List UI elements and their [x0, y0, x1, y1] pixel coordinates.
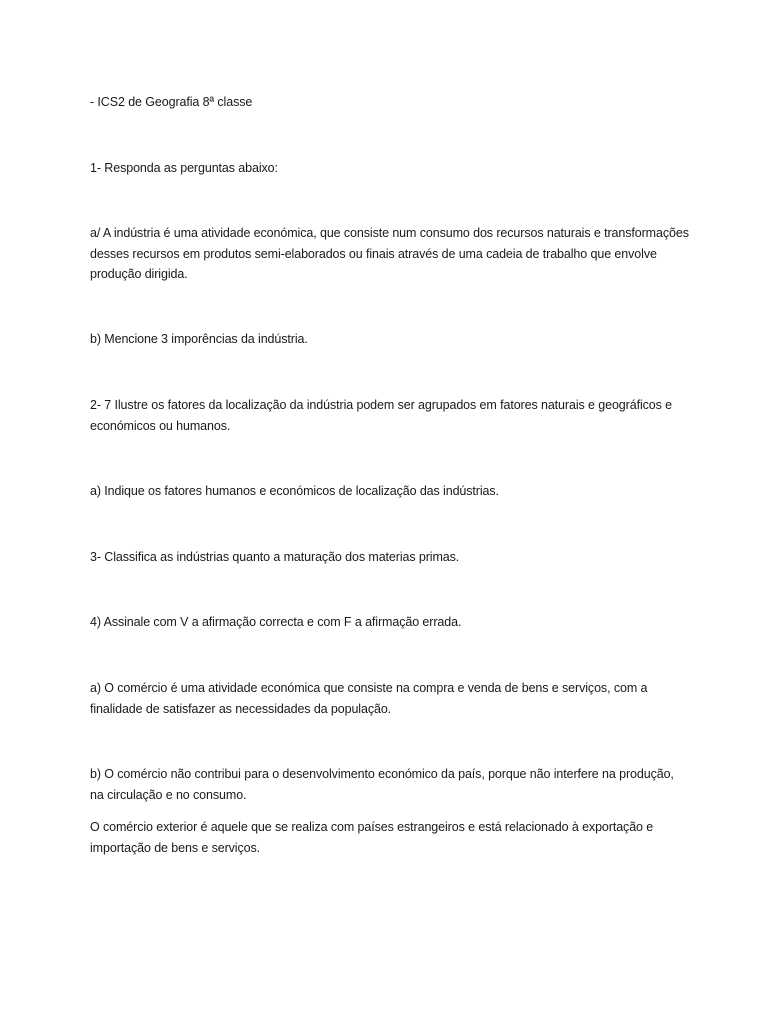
document-title: - ICS2 de Geografia 8ª classe	[90, 95, 253, 109]
paragraph-4a: a) O comércio é uma atividade económica que consiste na compra e venda de bens e serviços, com a finalidade de satisfazer as necessidades da população.	[90, 681, 648, 716]
paragraph-1b: b) Mencione 3 imporências da indústria.	[90, 332, 308, 346]
paragraph-question-2: 2- 7 Ilustre os fatores da localização da indústria podem ser agrupados em fatores naturais e geográficos e económicos ou humanos.	[90, 398, 672, 433]
paragraph-4b: b) O comércio não contribui para o desenvolvimento económico da país, porque não interfere na produção, na circulação e no consumo.	[90, 767, 674, 802]
paragraph-question-3: 3- Classifica as indústrias quanto a maturação dos materias primas.	[90, 550, 460, 564]
paragraph-comercio-exterior: O comércio exterior é aquele que se realiza com países estrangeiros e está relacionado à exportação e importação de bens e serviços.	[90, 820, 654, 855]
paragraph-2a: a) Indique os fatores humanos e económicos de localização das indústrias.	[90, 484, 499, 498]
paragraph-1a: a/ A indústria é uma atividade económica, que consiste num consumo dos recursos naturais e transformações desses recursos em produtos semi-elaborados ou finais através de uma cadeia de trabalho que envolve produção dirigida.	[90, 226, 689, 281]
paragraph-question-1: 1- Responda as perguntas abaixo:	[90, 161, 278, 175]
paragraph-question-4: 4) Assinale com V a afirmação correcta e com F a afirmação errada.	[90, 615, 462, 629]
